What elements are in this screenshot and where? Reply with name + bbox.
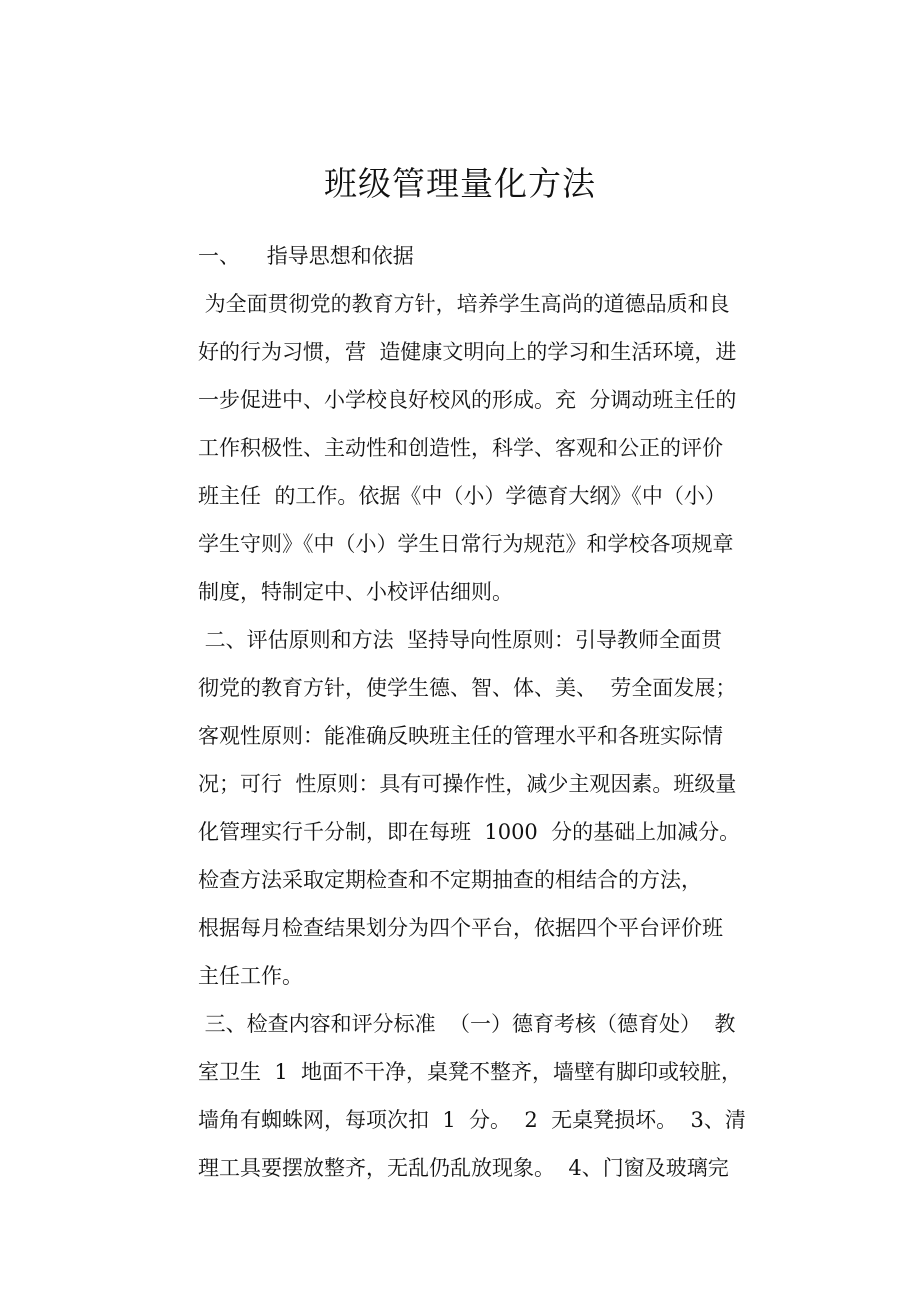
- text-line-7: 制度，特制定中、小校评估细则。: [198, 580, 513, 604]
- text-line-6: 学生守则》《中（小）学生日常行为规范》和学校各项规章: [198, 532, 734, 556]
- text-line-1: 为全面贯彻党的教育方针，培养学生高尚的道德品质和良: [198, 292, 730, 316]
- section-heading-1: 一、 指导思想和依据: [198, 244, 414, 268]
- text-line-4: 工作积极性、主动性和创造性，科学、客观和公正的评价: [198, 436, 723, 460]
- text-line-16: 三、检查内容和评分标准 （一）德育考核（德育处） 教: [198, 1012, 736, 1036]
- document-title: 班级管理量化方法: [324, 164, 596, 203]
- text-line-12: 化管理实行千分制，即在每班 1000 分的基础上加减分。: [198, 820, 741, 844]
- text-line-17: 室卫生 1 地面不干净，桌凳不整齐，墙壁有脚印或较脏，: [198, 1060, 743, 1084]
- text-line-9: 彻党的教育方针，使学生德、智、体、美、 劳全面发展；: [198, 676, 737, 700]
- text-line-10: 客观性原则：能准确反映班主任的管理水平和各班实际情: [198, 724, 723, 748]
- text-line-5: 班主任 的工作。依据《中（小）学德育大纲》《中（小）: [198, 484, 726, 508]
- text-line-15: 主任工作。: [198, 964, 303, 988]
- text-line-2: 好的行为习惯，营 造健康文明向上的学习和生活环境，进: [198, 340, 737, 364]
- text-line-8: 二、评估原则和方法 坚持导向性原则：引导教师全面贯: [198, 628, 723, 652]
- text-line-3: 一步促进中、小学校良好校风的形成。充 分调动班主任的: [198, 388, 737, 412]
- text-line-18: 墙角有蜘蛛网，每项次扣 1 分。 2 无桌凳损坏。 3、清: [198, 1108, 746, 1132]
- text-line-19: 理工具要摆放整齐，无乱仍乱放现象。 4、门窗及玻璃完: [198, 1156, 729, 1180]
- text-line-11: 况；可行 性原则：具有可操作性，减少主观因素。班级量: [198, 772, 737, 796]
- text-line-14: 根据每月检查结果划分为四个平台，依据四个平台评价班: [198, 916, 723, 940]
- text-line-13: 检查方法采取定期检查和不定期抽查的相结合的方法，: [198, 868, 702, 892]
